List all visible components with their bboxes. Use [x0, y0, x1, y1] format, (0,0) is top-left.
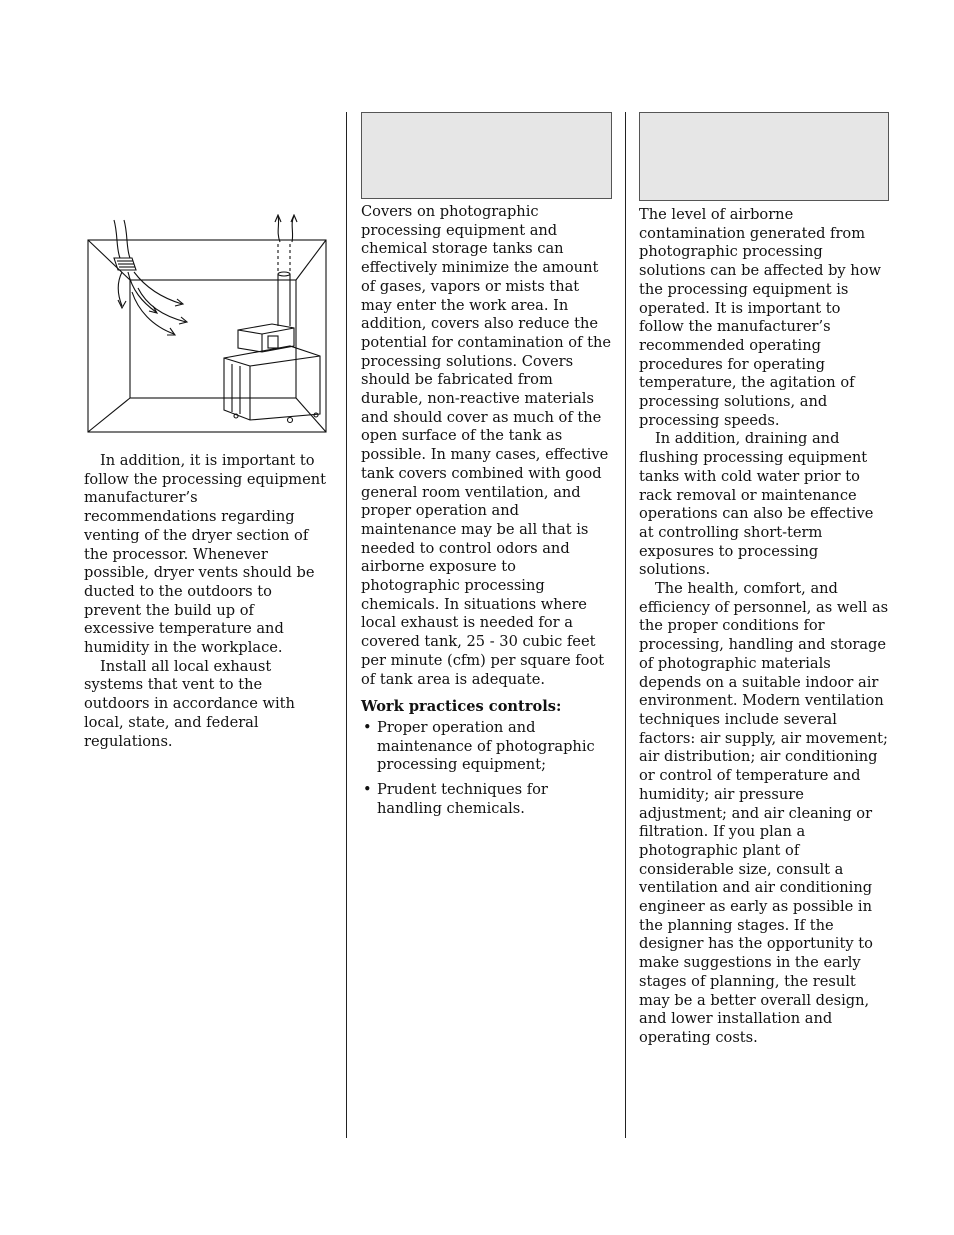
left-paragraph-1: In addition, it is important to follow the processing equipment manufacturer’s recommendations regarding venting of the dryer section of the processor. Whenever possible, dryer vents should be ducted to the outdoors to prevent the build up of excessive temperature and humidity in the workplace.: [84, 452, 327, 657]
left-paragraph-2: Install all local exhaust systems that vent to the outdoors in accordance with local, state, and federal regulations.: [84, 657, 295, 750]
list-item-text: Prudent techniques for handling chemicals.: [377, 781, 548, 817]
right-header-box: [639, 112, 889, 201]
work-practices-list: [361, 719, 613, 819]
list-item-text: Proper operation and maintenance of photographic processing equipment;: [377, 718, 595, 774]
list-item: [361, 719, 613, 775]
column-divider-left: [346, 112, 347, 1138]
middle-paragraph: Covers on photographic processing equipment and chemical storage tanks can effectively minimize the amount of gases, vapors or mists that may enter the work area. In addition, covers also reduce the potential for contamination of the processing solutions. Covers should be fabricated from durable, non-reactive materials and should cover as much of the open surface of the tank as possible. In many cases, effective tank covers combined with good general room ventilation, and proper operation and maintenance may be all that is needed to control odors and airborne exposure to photographic processing chemicals. In situations where local exhaust is needed for a covered tank, 25 - 30 cubic feet per minute (cfm) per square foot of tank area is adequate.: [361, 203, 611, 688]
bullet-dot-icon: •: [363, 781, 372, 799]
middle-header-box: [361, 112, 612, 199]
middle-column: [361, 203, 613, 825]
work-practices-heading: Work practices controls:: [361, 698, 562, 716]
column-divider-right: [625, 112, 626, 1138]
right-column: [639, 206, 889, 1048]
left-column: [84, 452, 328, 751]
right-paragraph-3: The health, comfort, and efficiency of personnel, as well as the proper conditions for processing, handling and storage of photographic materials depends on a suitable indoor air environment. Modern ventilation techniques include several factors: air supply, air movement; air distribution; air conditioning or control of temperature and humidity; air pressure adjustment; and air cleaning or filtration. If you plan a photographic plant of considerable size, consult a ventilation and air conditioning engineer as early as possible in the planning stages. If the designer has the opportunity to make suggestions in the early stages of planning, the result may be a better overall design, and lower installation and operating costs.: [639, 580, 889, 1046]
list-item: [361, 781, 613, 818]
bullet-dot-icon: •: [363, 718, 372, 736]
right-paragraph-1: The level of airborne contamination generated from photographic processing solutions can be affected by how the processing equipment is operated. It is important to follow the manufacturer’s recommended operating procedures for operating temperature, the agitation of processing solutions, and processing speeds.: [639, 206, 881, 429]
right-paragraph-2: In addition, draining and flushing processing equipment tanks with cold water prior to rack removal or maintenance operations can also be effective at controlling short-term exposures to processing solutions.: [639, 430, 874, 579]
room-ventilation-illustration: [86, 214, 328, 436]
